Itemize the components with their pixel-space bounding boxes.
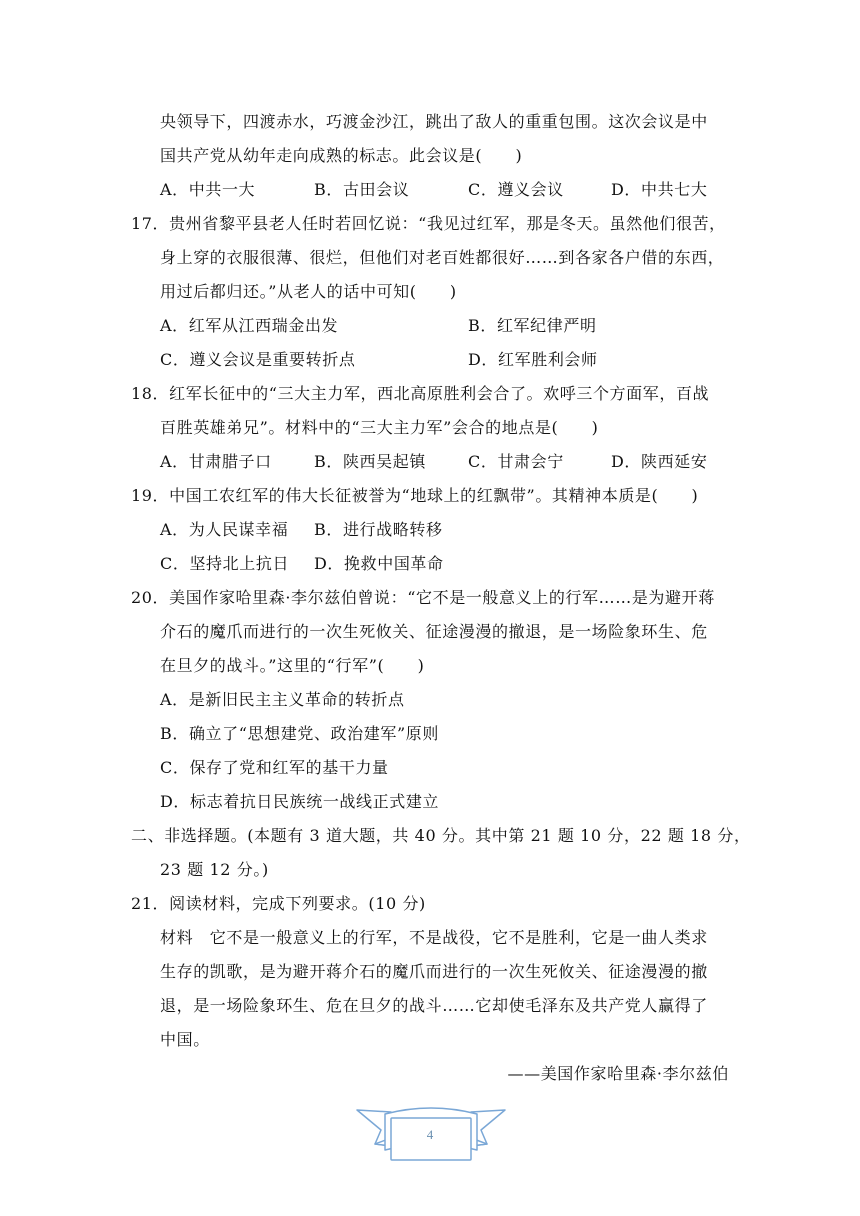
q18-option-b: B．陕西吴起镇 xyxy=(314,452,426,471)
q20-text-line-2: 介石的魔爪而进行的一次生死攸关、征途漫漫的撤退，是一场险象环生、危 xyxy=(160,622,708,641)
q17-text-line-1: 17．贵州省黎平县老人任时若回忆说：“我见过红军，那是冬天。虽然他们很苦， xyxy=(131,214,726,233)
q16-option-d: D．中共七大 xyxy=(611,180,708,199)
q20-option-b: B．确立了“思想建党、政治建军”原则 xyxy=(160,724,439,743)
page-number: 4 xyxy=(426,1127,434,1142)
q16-option-b: B．古田会议 xyxy=(314,180,410,199)
q21-material-line-1: 材料 它不是一般意义上的行军，不是战役，它不是胜利，它是一曲人类求 xyxy=(160,928,708,947)
q16-text-line-1: 央领导下，四渡赤水，巧渡金沙江，跳出了敌人的重重包围。这次会议是中 xyxy=(160,112,708,131)
section-heading-line-2: 23 题 12 分。) xyxy=(160,860,269,879)
q17-option-d: D．红军胜利会师 xyxy=(468,350,598,369)
q16-option-c: C．遵义会议 xyxy=(468,180,564,199)
q18-option-a: A．甘肃腊子口 xyxy=(160,452,272,471)
q18-option-d: D．陕西延安 xyxy=(611,452,708,471)
q21-material-line-3: 退，是一场险象环生、危在旦夕的战斗……它却使毛泽东及共产党人赢得了 xyxy=(160,996,708,1015)
q18-option-c: C．甘肃会宁 xyxy=(468,452,564,471)
q21-text-line-1: 21．阅读材料，完成下列要求。(10 分) xyxy=(131,894,426,913)
q19-option-c: C．坚持北上抗日 xyxy=(160,554,290,573)
q16-text-line-2: 国共产党从幼年走向成熟的标志。此会议是( ) xyxy=(160,146,523,165)
q17-text-line-3: 用过后都归还。”从老人的话中可知( ) xyxy=(160,282,457,301)
q21-material-line-2: 生存的凯歌，是为避开蒋介石的魔爪而进行的一次生死攸关、征途漫漫的撤 xyxy=(160,962,708,981)
q20-option-d: D．标志着抗日民族统一战线正式建立 xyxy=(160,792,440,811)
q17-option-b: B．红军纪律严明 xyxy=(468,316,597,335)
q19-text-line-1: 19．中国工农红军的伟大长征被誉为“地球上的红飘带”。其精神本质是( ) xyxy=(131,486,699,505)
q17-text-line-2: 身上穿的衣服很薄、很烂，但他们对老百姓都很好……到各家各户借的东西， xyxy=(160,248,725,267)
q21-material-line-4: 中国。 xyxy=(160,1030,210,1049)
q20-option-c: C．保存了党和红军的基干力量 xyxy=(160,758,389,777)
q20-text-line-1: 20．美国作家哈里森·李尔兹伯曾说：“它不是一般意义上的行军……是为避开蒋 xyxy=(131,588,715,607)
q17-option-c: C．遵义会议是重要转折点 xyxy=(160,350,356,369)
q18-text-line-2: 百胜英雄弟兄”。材料中的“三大主力军”会合的地点是( ) xyxy=(160,418,599,437)
q20-text-line-3: 在旦夕的战斗。”这里的“行军”( ) xyxy=(160,656,425,675)
q20-option-a: A．是新旧民主主义革命的转折点 xyxy=(160,690,405,709)
q21-material-source: ——美国作家哈里森·李尔兹伯 xyxy=(507,1064,729,1083)
q17-option-a: A．红军从江西瑞金出发 xyxy=(160,316,339,335)
q16-option-a: A．中共一大 xyxy=(160,180,256,199)
q19-option-a: A．为人民谋幸福 xyxy=(160,520,289,539)
q18-text-line-1: 18．红军长征中的“三大主力军，西北高原胜利会合了。欢呼三个方面军，百战 xyxy=(131,384,710,403)
section-heading-line-1: 二、非选择题。(本题有 3 道大题，共 40 分。其中第 21 题 10 分，22 题 18 分， xyxy=(131,826,751,845)
q19-option-b: B．进行战略转移 xyxy=(314,520,443,539)
q19-option-d: D．挽救中国革命 xyxy=(314,554,444,573)
